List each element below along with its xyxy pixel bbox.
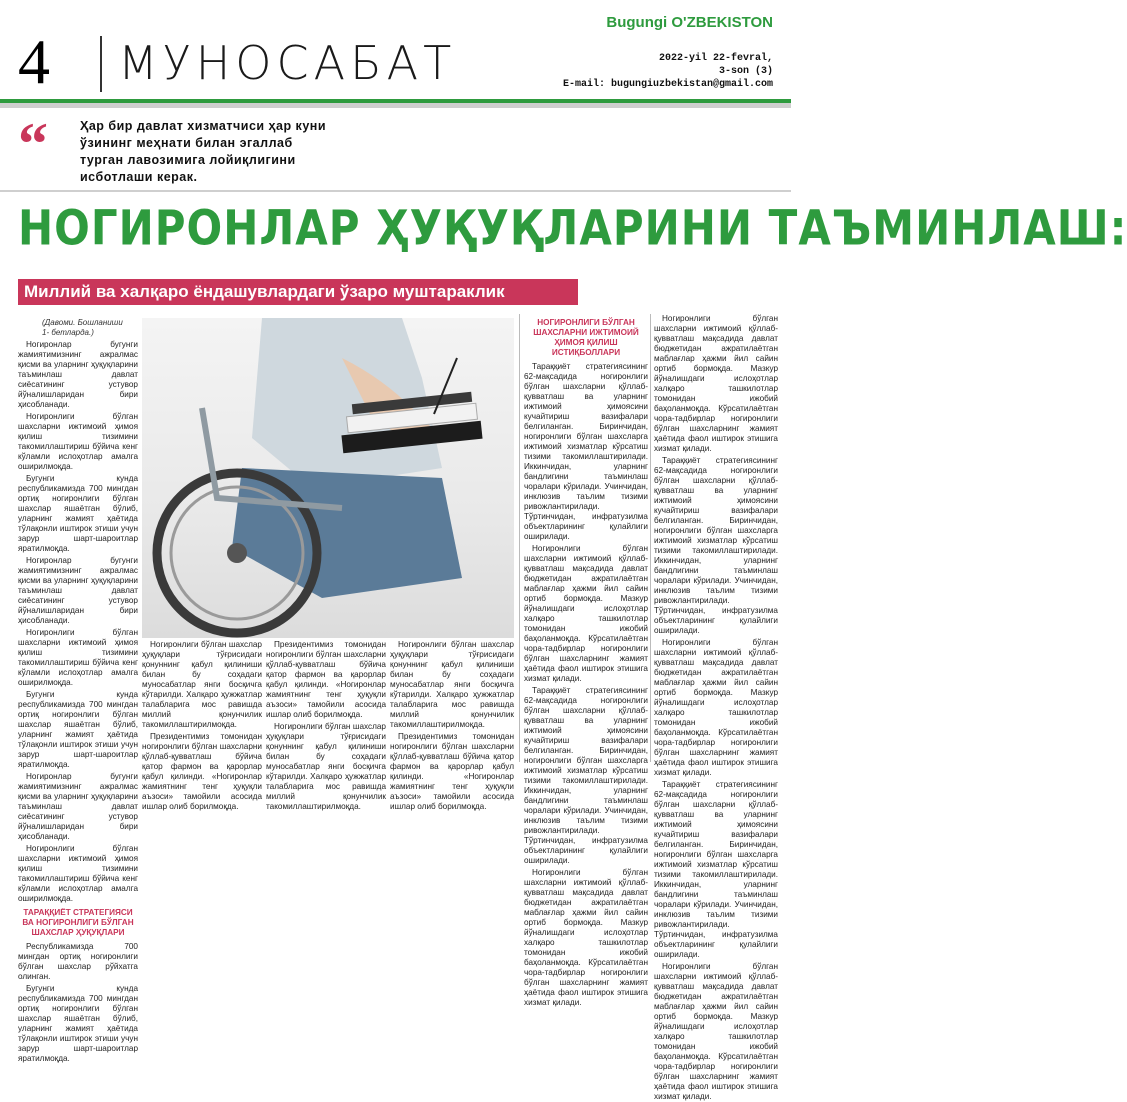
paragraph: Тараққиёт стратегиясининг 62-мақсадида ногиронлиги бўлган шахсларни қўллаб-қувватлаш ва уларнинг ижтимоий ҳимоясини кучайтириш вазифалари белгиланган. Биринчидан, ногиронлиги бўлган шахсларга ижтимоий хизматлар кўрсатиш тизими такомиллаштирилади. Иккинчидан, уларнинг бандлигини таъминлаш чоралари кўрилади. Учинчидан, инклюзив таълим тизими ривожлантирилади. Тўртинчидан, инфратузилма объектларининг қулайлиги оширилади. [524,686,648,865]
issue-email: E-mail: bugungiuzbekistan@gmail.com [562,79,773,90]
paragraph: Бугунги кунда республикамизда 700 мингдан ортиқ ногиронлиги бўлган шахслар яшаётган бўлиб, уларнинг жамият ҳаётида тўлақонли иштирок этиши учун зарур шарт-шароитлар яратилмоқда. [18,474,138,553]
pull-quote-line: исботлаши керак. [80,170,198,184]
article-column-bottom-3 [390,640,514,811]
issue-meta [563,52,773,91]
article-subtitle: Миллий ва халқаро ёндашувлардаги ўзаро муштараклик [24,282,505,301]
article-column-right-1 [524,314,648,1007]
paragraph: Ногиронлиги бўлган шахсларни ижтимоий қўллаб-қувватлаш мақсадида давлат бюджетидан ажратилаётган маблағлар ҳажми йил сайин ортиб бормоқда. Мазкур йўналишдаги ислоҳотлар халқаро ташкилотлар томонидан ижобий баҳоланмоқда. Кўрсатилаётган чора-тадбирлар ногиронлиги бўлган шахсларнинг жамият ҳаётида фаол иштирок этишига хизмат қилади. [654,638,778,777]
paragraph: Тараққиёт стратегиясининг 62-мақсадида ногиронлиги бўлган шахсларни қўллаб-қувватлаш ва уларнинг ижтимоий ҳимоясини кучайтириш вазифалари белгиланган. Биринчидан, ногиронлиги бўлган шахсларга ижтимоий хизматлар кўрсатиш тизими такомиллаштирилади. Иккинчидан, уларнинг бандлигини таъминлаш чоралари кўрилади. Учинчидан, инклюзив таълим тизими ривожлантирилади. Тўртинчидан, инфратузилма объектларининг қулайлиги оширилади. [654,780,778,959]
newspaper-brand: Bugungi O'ZBEKISTON [606,14,773,31]
paragraph: Тараққиёт стратегиясининг 62-мақсадида ногиронлиги бўлган шахсларни қўллаб-қувватлаш ва уларнинг ижтимоий ҳимоясини кучайтириш вазифалари белгиланган. Биринчидан, ногиронлиги бўлган шахсларга ижтимоий хизматлар кўрсатиш тизими такомиллаштирилади. Иккинчидан, уларнинг бандлигини таъминлаш чоралари кўрилади. Учинчидан, инклюзив таълим тизими ривожлантирилади. Тўртинчидан, инфратузилма объектларининг қулайлиги оширилади. [654,456,778,635]
issue-number: 3-son (3) [718,66,773,77]
paragraph: Ногиронлиги бўлган шахсларни ижтимоий қўллаб-қувватлаш мақсадида давлат бюджетидан ажратилаётган маблағлар ҳажми йил сайин ортиб бормоқда. Мазкур йўналишдаги ислоҳотлар халқаро ташкилотлар томонидан ижобий баҳоланмоқда. Кўрсатилаётган чора-тадбирлар ногиронлиги бўлган шахсларнинг жамият ҳаётида фаол иштирок этишига хизмат қилади. [524,868,648,1007]
column-divider [519,314,520,762]
quote-mark-icon: “ [18,111,48,177]
pull-quote-line: турган лавозимига лойиқлигини [80,153,296,167]
masthead-divider [100,36,102,92]
wheelchair-photo-illustration [142,318,514,638]
masthead-grey-bar [0,103,791,108]
pull-quote-line: Ҳар бир давлат хизматчиси ҳар куни [80,119,327,133]
byline-line: (Давоми. Бошланиши [42,318,123,327]
paragraph: Ногиронлиги бўлган шахслар ҳуқуқлари тўғрисидаги қонуннинг қабул қилиниши билан бу соҳадаги муносабатлар янги босқичга кўтарилди. Халқаро ҳужжатлар талабларига мос равишда миллий қонунчилик такомиллаштирилмоқда. [142,640,262,729]
page-number: 4 [18,26,50,97]
article-column-left [18,340,138,1063]
article-column-bottom-2 [266,640,386,811]
article-headline: НОГИРОНЛАР ҲУҚУҚЛАРИНИ ТАЪМИНЛАШ: [18,199,1127,256]
paragraph: Ногиронлиги бўлган шахсларни ижтимоий ҳимоя қилиш тизимини такомиллаштириш бўйича кенг кўламли ислоҳотлар амалга оширилмоқда. [18,628,138,687]
paragraph: Ногиронлиги бўлган шахслар ҳуқуқлари тўғрисидаги қонуннинг қабул қилиниши билан бу соҳадаги муносабатлар янги босқичга кўтарилди. Халқаро ҳужжатлар талабларига мос равишда миллий қонунчилик такомиллаштирилмоқда. [390,640,514,729]
paragraph: Президентимиз томонидан ногиронлиги бўлган шахсларни қўллаб-қувватлаш бўйича қатор фармон ва қарорлар қабул қилинди. «Ногиронлар жамиятнинг тенг ҳуқуқли аъзоси» тамойили асосида ишлар олиб борилмоқда. [390,732,514,811]
column-subheading: НОГИРОНЛИГИ БЎЛГАН ШАХСЛАРНИ ИЖТИМОИЙ ҲИМОЯ ҚИЛИШ ИСТИҚБОЛЛАРИ [533,318,639,357]
paragraph: Ногиронлар бугунги жамиятимизнинг ажралмас қисми ва уларнинг ҳуқуқларини таъминлаш давлат сиёсатининг устувор йўналишларидан бири ҳисобланади. [18,772,138,841]
paragraph: Президентимиз томонидан ногиронлиги бўлган шахсларни қўллаб-қувватлаш бўйича қатор фармон ва қарорлар қабул қилинди. «Ногиронлар жамиятнинг тенг ҳуқуқли аъзоси» тамойили асосида ишлар олиб борилмоқда. [142,732,262,811]
paragraph: Президентимиз томонидан ногиронлиги бўлган шахсларни қўллаб-қувватлаш бўйича қатор фармон ва қарорлар қабул қилинди. «Ногиронлар жамиятнинг тенг ҳуқуқли аъзоси» тамойили асосида ишлар олиб борилмоқда. [266,640,386,719]
pull-quote-line: ўзининг меҳнати билан эгаллаб [80,136,293,150]
pull-quote [80,118,326,186]
article-photo [142,318,514,638]
paragraph: Республикамизда 700 мингдан ортиқ ногиронлиги бўлган шахслар рўйхатга олинган. [18,942,138,981]
paragraph: Ногиронлар бугунги жамиятимизнинг ажралмас қисми ва уларнинг ҳуқуқларини таъминлаш давлат сиёсатининг устувор йўналишларидан бири ҳисобланади. [18,556,138,625]
paragraph: Тараққиёт стратегиясининг 62-мақсадида ногиронлиги бўлган шахсларни қўллаб-қувватлаш ва уларнинг ижтимоий ҳимоясини кучайтириш вазифалари белгиланган. Биринчидан, ногиронлиги бўлган шахсларга ижтимоий хизматлар кўрсатиш тизими такомиллаштирилади. Иккинчидан, уларнинг бандлигини таъминлаш чоралари кўрилади. Учинчидан, инклюзив таълим тизими ривожлантирилади. Тўртинчидан, инфратузилма объектларининг қулайлиги оширилади. [524,362,648,541]
paragraph: Ногиронлиги бўлган шахсларни ижтимоий қўллаб-қувватлаш мақсадида давлат бюджетидан ажратилаётган маблағлар ҳажми йил сайин ортиб бормоқда. Мазкур йўналишдаги ислоҳотлар халқаро ташкилотлар томонидан ижобий баҳоланмоқда. Кўрсатилаётган чора-тадбирлар ногиронлиги бўлган шахсларнинг жамият ҳаётида фаол иштирок этишига хизмат қилади. [524,544,648,683]
paragraph: Ногиронлиги бўлган шахсларни ижтимоий ҳимоя қилиш тизимини такомиллаштириш бўйича кенг кўламли ислоҳотлар амалга оширилмоқда. [18,844,138,903]
issue-date: 2022-yil 22-fevral, [658,53,773,64]
article-column-bottom-1 [142,640,262,811]
byline [42,318,123,338]
paragraph: Ногиронлиги бўлган шахслар ҳуқуқлари тўғрисидаги қонуннинг қабул қилиниши билан бу соҳадаги муносабатлар янги босқичга кўтарилди. Халқаро ҳужжатлар талабларига мос равишда миллий қонунчилик такомиллаштирилмоқда. [266,722,386,811]
section-title: МУНОСАБАТ [118,36,457,90]
paragraph: Ногиронлиги бўлган шахсларни ижтимоий қўллаб-қувватлаш мақсадида давлат бюджетидан ажратилаётган маблағлар ҳажми йил сайин ортиб бормоқда. Мазкур йўналишдаги ислоҳотлар халқаро ташкилотлар томонидан ижобий баҳоланмоқда. Кўрсатилаётган чора-тадбирлар ногиронлиги бўлган шахсларнинг жамият ҳаётида фаол иштирок этишига хизмат қилади. [654,314,778,453]
byline-line: 1- бетларда.) [42,328,94,337]
article-column-right-2 [654,314,778,1101]
paragraph: Бугунги кунда республикамизда 700 мингдан ортиқ ногиронлиги бўлган шахслар яшаётган бўлиб, уларнинг жамият ҳаётида тўлақонли иштирок этиши учун зарур шарт-шароитлар яратилмоқда. [18,984,138,1063]
paragraph: Ногиронлиги бўлган шахсларни ижтимоий қўллаб-қувватлаш мақсадида давлат бюджетидан ажратилаётган маблағлар ҳажми йил сайин ортиб бормоқда. Мазкур йўналишдаги ислоҳотлар халқаро ташкилотлар томонидан ижобий баҳоланмоқда. Кўрсатилаётган чора-тадбирлар ногиронлиги бўлган шахсларнинг жамият ҳаётида фаол иштирок этишига хизмат қилади. [654,962,778,1101]
quote-divider [0,190,791,192]
paragraph: Бугунги кунда республикамизда 700 мингдан ортиқ ногиронлиги бўлган шахслар яшаётган бўлиб, уларнинг жамият ҳаётида тўлақонли иштирок этиши учун зарур шарт-шароитлар яратилмоқда. [18,690,138,769]
column-subheading: ТАРАҚҚИЁТ СТРАТЕГИЯСИ ВА НОГИРОНЛИГИ БЎЛГАН ШАХСЛАР ҲУҚУҚЛАРИ [22,908,134,937]
column-divider [650,314,651,762]
paragraph: Ногиронлар бугунги жамиятимизнинг ажралмас қисми ва уларнинг ҳуқуқларини таъминлаш давлат сиёсатининг устувор йўналишларидан бири ҳисобланади. [18,340,138,409]
paragraph: Ногиронлиги бўлган шахсларни ижтимоий ҳимоя қилиш тизимини такомиллаштириш бўйича кенг кўламли ислоҳотлар амалга оширилмоқда. [18,412,138,471]
